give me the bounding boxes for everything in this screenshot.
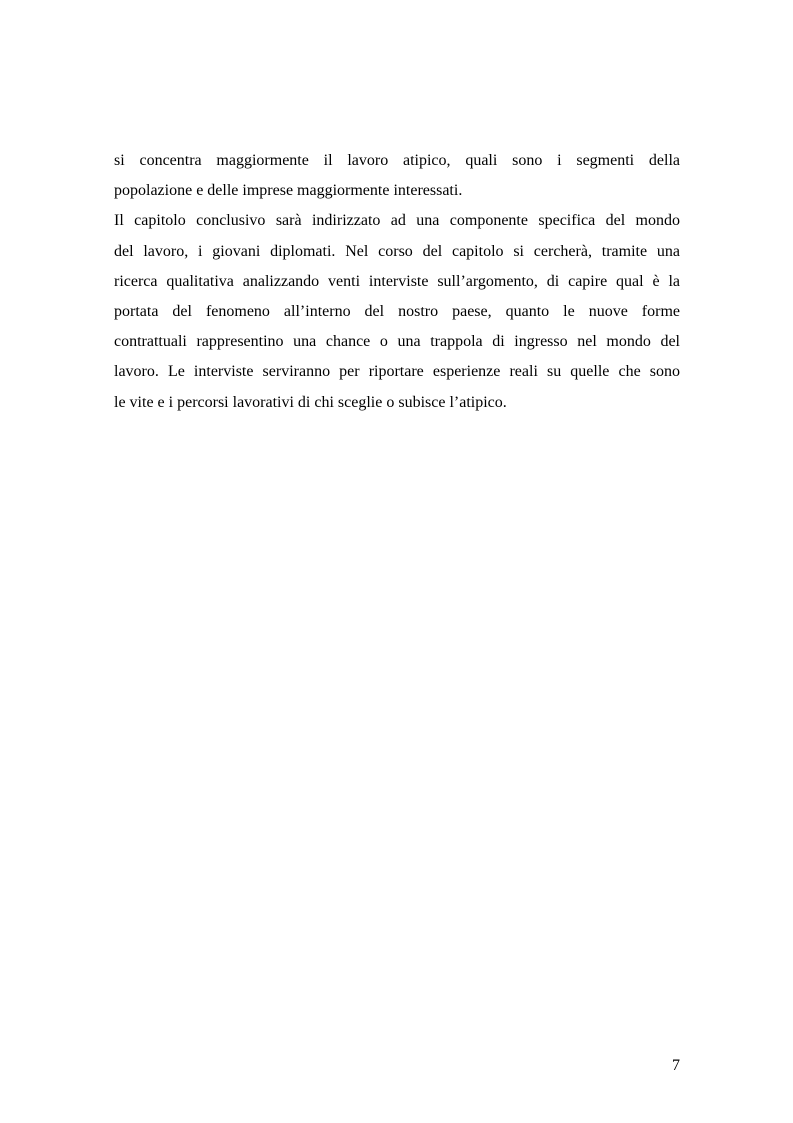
text-line: portata del fenomeno all’interno del nostro paese, quanto le nuove forme: [114, 302, 680, 320]
text-line: ricerca qualitativa analizzando venti interviste sull’argomento, di capire qual è la: [114, 272, 680, 290]
text-line: del lavoro, i giovani diplomati. Nel corso del capitolo si cercherà, tramite una: [114, 242, 680, 260]
page-number: 7: [672, 1057, 680, 1074]
text-line: Il capitolo conclusivo sarà indirizzato ad una componente specifica del mondo: [114, 212, 680, 230]
text-line: contrattuali rappresentino una chance o una trappola di ingresso nel mondo del: [114, 333, 680, 351]
body-text: [114, 146, 680, 418]
text-line: le vite e i percorsi lavorativi di chi sceglie o subisce l’atipico.: [114, 393, 507, 411]
text-line: lavoro. Le interviste serviranno per riportare esperienze reali su quelle che sono: [114, 363, 680, 381]
text-line: si concentra maggiormente il lavoro atipico, quali sono i segmenti della: [114, 152, 680, 169]
text-line: popolazione e delle imprese maggiormente interessati.: [114, 182, 463, 200]
